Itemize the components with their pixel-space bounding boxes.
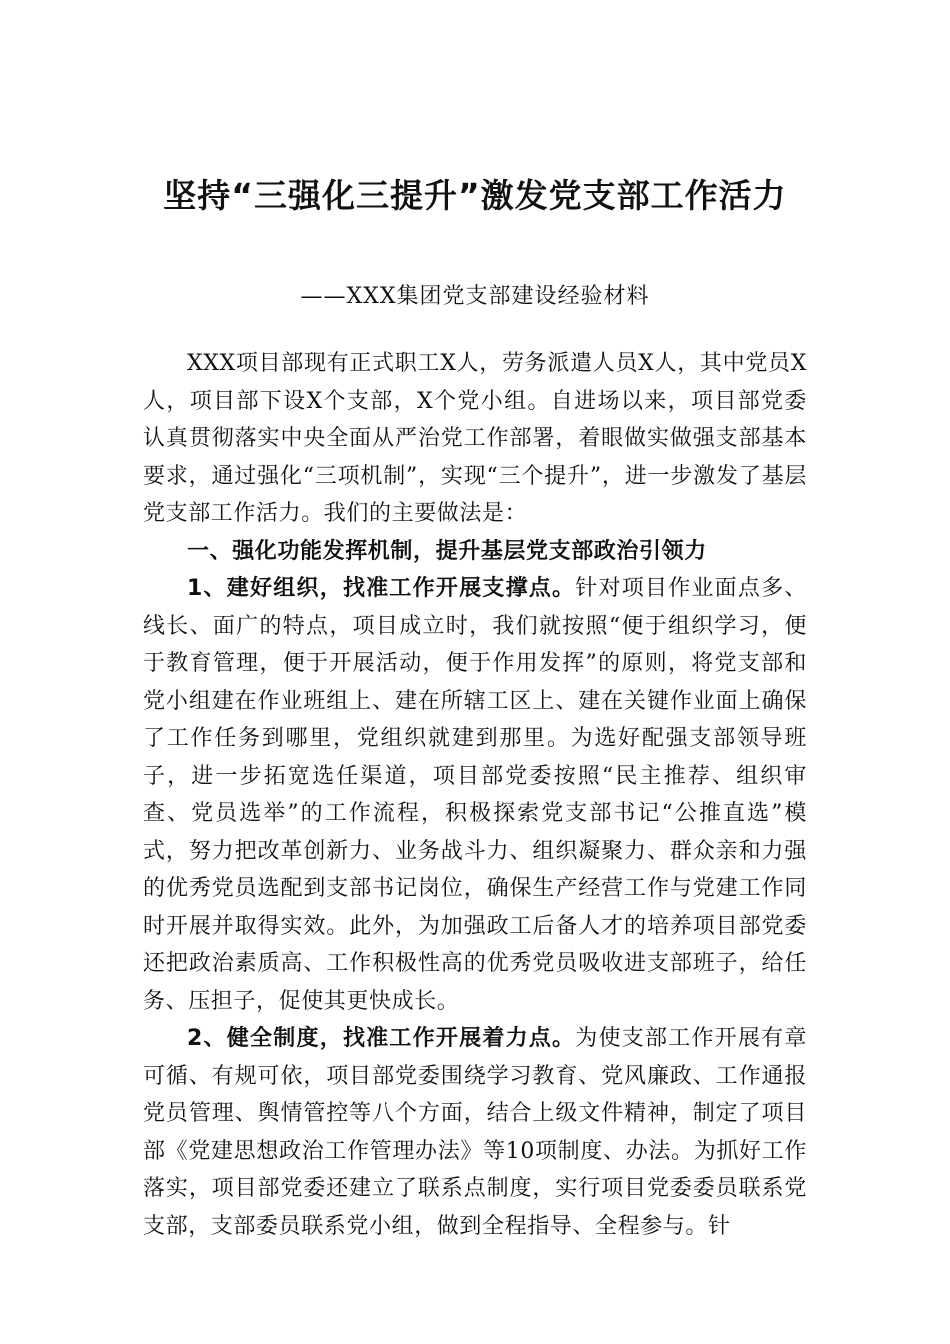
document-subtitle: ——XXX集团党支部建设经验材料: [300, 284, 650, 309]
point-2-paragraph: [143, 1020, 807, 1245]
point-2-text: 为使支部工作开展有章可循、有规可依，项目部党委围绕学习教育、党风廉政、工作通报党员管理、舆情管控等八个方面，结合上级文件精神，制定了项目部《党建思想政治工作管理办法》等10项制度、办法。为抓好工作落实，项目部党委还建立了联系点制度，实行项目党委委员联系党支部，支部委员联系党小组，做到全程指导、全程参与。针: [143, 1026, 807, 1239]
point-2-lead: 2、健全制度，找准工作开展着力点。: [187, 1026, 576, 1051]
point-1-lead: 1、建好组织，找准工作开展支撑点。: [187, 576, 576, 601]
point-1-paragraph: [143, 570, 807, 1020]
document-title: 坚持“三强化三提升”激发党支部工作活力: [163, 176, 787, 215]
intro-paragraph: XXX项目部现有正式职工X人，劳务派遣人员X人，其中党员X人，项目部下设X个支部，X个党小组。自进场以来，项目部党委认真贯彻落实中央全面从严治党工作部署，着眼做实做强支部基本要求，通过强化“三项机制”，实现“三个提升”，进一步激发了基层党支部工作活力。我们的主要做法是：: [143, 351, 807, 526]
point-1-text: 针对项目作业面点多、线长、面广的特点，项目成立时，我们就按照“便于组织学习，便于教育管理，便于开展活动，便于作用发挥”的原则，将党支部和党小组建在作业班组上、建在所辖工区上、建在关键作业面上确保了工作任务到哪里，党组织就建到那里。为选好配强支部领导班子，进一步拓宽选任渠道，项目部党委按照“民主推荐、组织审查、党员选举”的工作流程，积极探索党支部书记“公推直选”模式，努力把改革创新力、业务战斗力、组织凝聚力、群众亲和力强的优秀党员选配到支部书记岗位，确保生产经营工作与党建工作同时开展并取得实效。此外，为加强政工后备人才的培养项目部党委还把政治素质高、工作积极性高的优秀党员吸收进支部班子，给任务、压担子，促使其更快成长。: [143, 576, 807, 1014]
section-heading-1: 一、强化功能发挥机制，提升基层党支部政治引领力: [187, 538, 707, 564]
document-body: [143, 345, 807, 1245]
